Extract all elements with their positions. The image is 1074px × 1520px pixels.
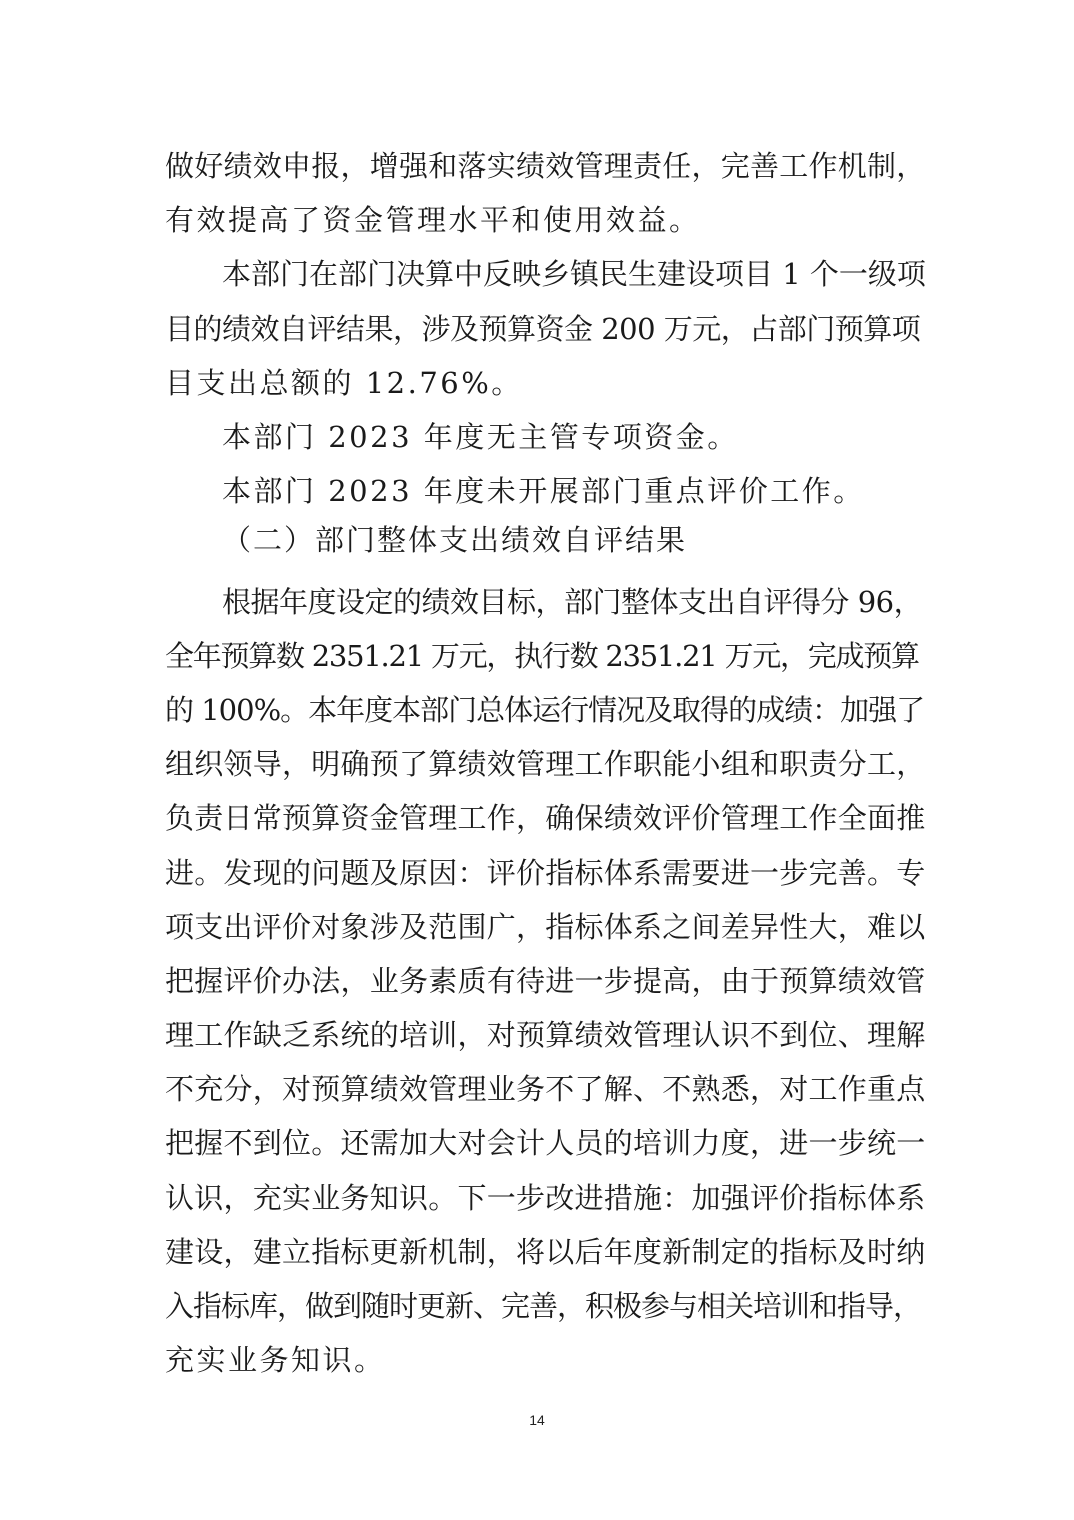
paragraph-line: 的 100%。本年度本部门总体运行情况及取得的成绩：加强了 xyxy=(165,693,925,727)
section-heading: （二）部门整体支出绩效自评结果 xyxy=(222,523,688,557)
paragraph-line: 入指标库，做到随时更新、完善，积极参与相关培训和指导， xyxy=(165,1289,922,1323)
paragraph-line: 全年预算数 2351.21 万元，执行数 2351.21 万元，完成预算 xyxy=(165,639,919,673)
paragraph-line: 本部门 2023 年度未开展部门重点评价工作。 xyxy=(222,474,865,508)
paragraph-line: 把握不到位。还需加大对会计人员的培训力度，进一步统一 xyxy=(165,1126,926,1160)
paragraph-line: 负责日常预算资金管理工作，确保绩效评价管理工作全面推 xyxy=(165,801,926,835)
paragraph-line: 理工作缺乏系统的培训，对预算绩效管理认识不到位、理解 xyxy=(165,1018,926,1052)
paragraph-line: 项支出评价对象涉及范围广，指标体系之间差异性大，难以 xyxy=(165,910,926,944)
paragraph-line: 本部门在部门决算中反映乡镇民生建设项目 1 个一级项 xyxy=(222,257,926,291)
paragraph-line: 有效提高了资金管理水平和使用效益。 xyxy=(165,203,701,237)
page-number: 14 xyxy=(529,1412,545,1428)
paragraph-line: 认识，充实业务知识。下一步改进措施：加强评价指标体系 xyxy=(165,1181,926,1215)
paragraph-line: 建设，建立指标更新机制，将以后年度新制定的指标及时纳 xyxy=(165,1235,926,1269)
paragraph-line: 充实业务知识。 xyxy=(165,1343,386,1377)
paragraph-line: 做好绩效申报，增强和落实绩效管理责任，完善工作机制， xyxy=(165,149,926,183)
paragraph-line: 本部门 2023 年度无主管专项资金。 xyxy=(222,420,739,454)
paragraph-line: 组织领导，明确预了算绩效管理工作职能小组和职责分工， xyxy=(165,747,926,781)
paragraph-line: 根据年度设定的绩效目标，部门整体支出自评得分 96， xyxy=(222,585,923,619)
paragraph-line: 目支出总额的 12.76%。 xyxy=(165,366,523,400)
paragraph-line: 不充分，对预算绩效管理业务不了解、不熟悉，对工作重点 xyxy=(165,1072,926,1106)
paragraph-line: 把握评价办法，业务素质有待进一步提高，由于预算绩效管 xyxy=(165,964,926,998)
paragraph-line: 目的绩效自评结果，涉及预算资金 200 万元，占部门预算项 xyxy=(165,312,921,346)
paragraph-line: 进。发现的问题及原因：评价指标体系需要进一步完善。专 xyxy=(165,856,926,890)
